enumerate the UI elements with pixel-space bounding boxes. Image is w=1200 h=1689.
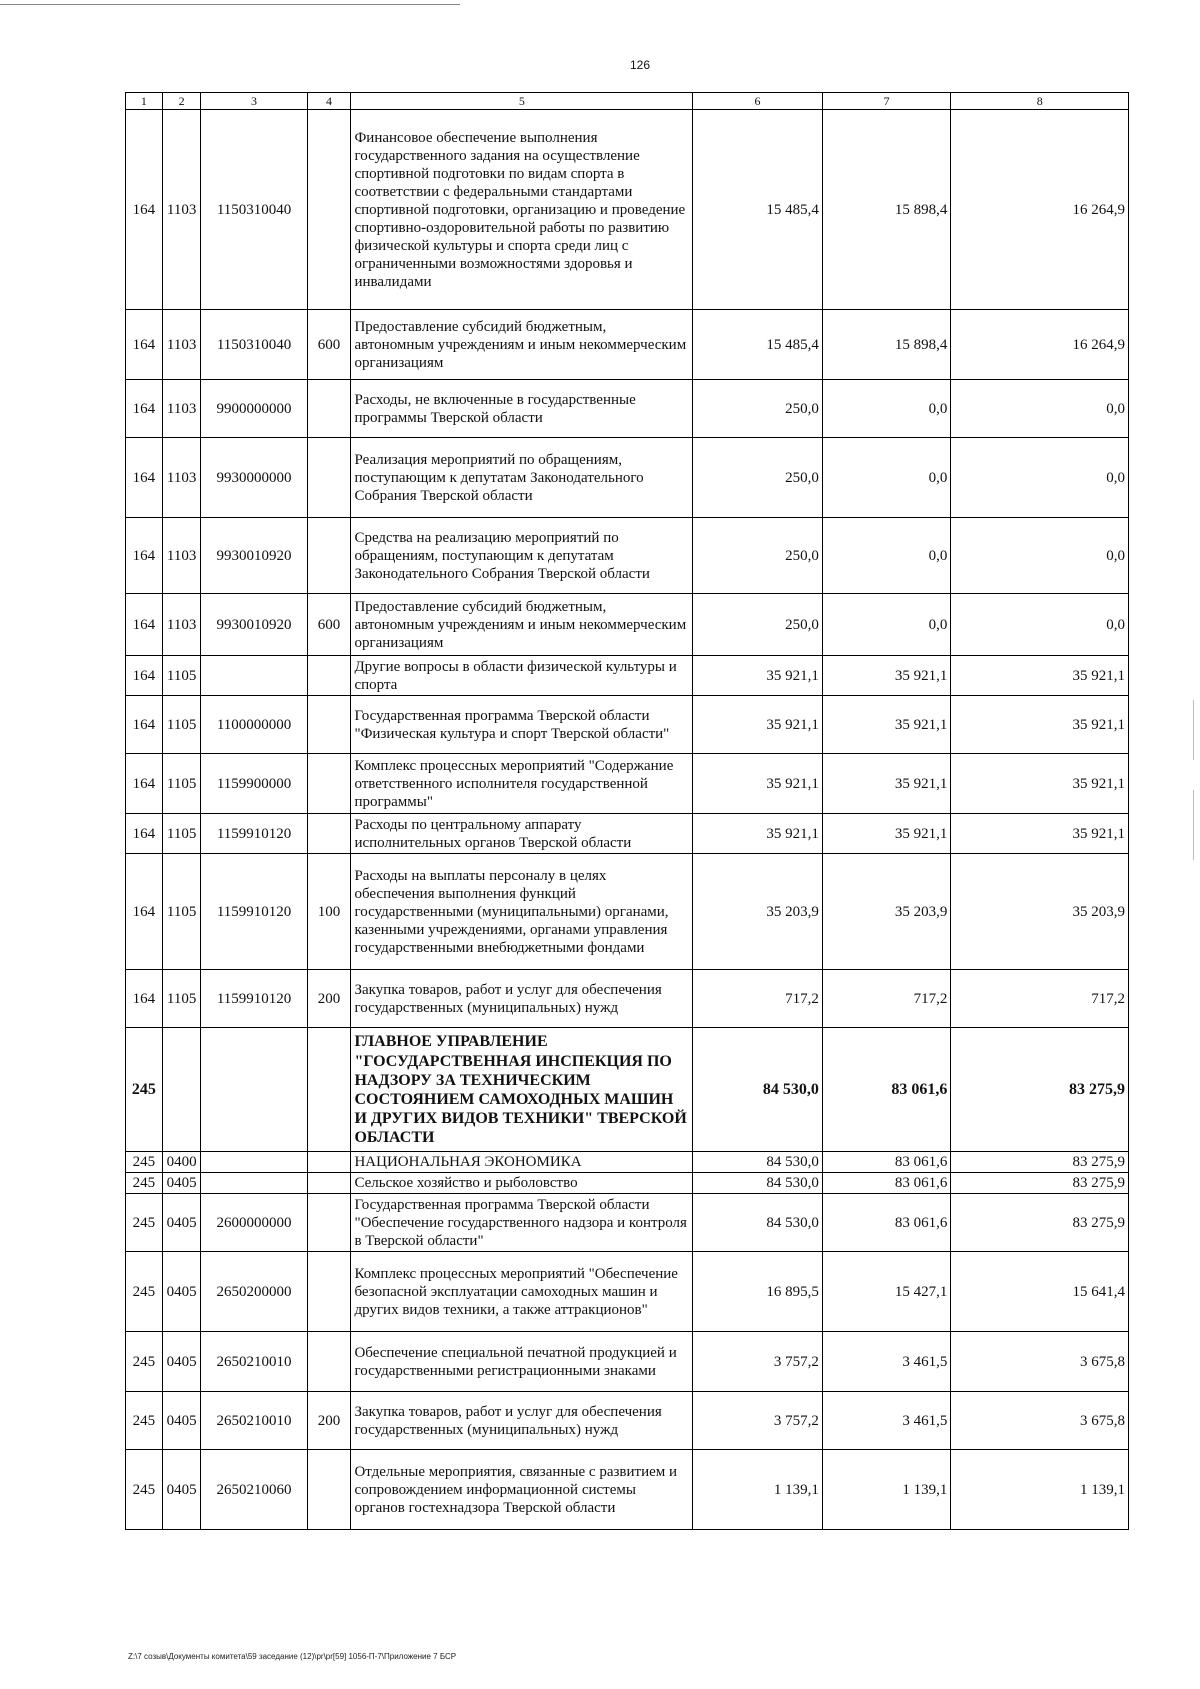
cell-amount-year1: 15 485,4 bbox=[693, 310, 823, 380]
cell-amount-year3: 35 203,9 bbox=[951, 854, 1129, 970]
cell-ministry-code: 164 bbox=[126, 854, 163, 970]
cell-description: Комплекс процессных мероприятий "Обеспечение безопасной эксплуатации самоходных машин и других видов техники, а также аттракционов" bbox=[351, 1252, 693, 1332]
cell-section-code: 0405 bbox=[162, 1252, 201, 1332]
cell-description: Расходы по центральному аппарату исполнительных органов Тверской области bbox=[351, 814, 693, 854]
cell-description: Сельское хозяйство и рыболовство bbox=[351, 1173, 693, 1194]
cell-expense-type bbox=[307, 110, 351, 310]
column-header: 6 bbox=[693, 93, 823, 110]
table-row bbox=[126, 754, 1129, 814]
column-header: 7 bbox=[822, 93, 951, 110]
cell-target-article: 2600000000 bbox=[201, 1194, 307, 1252]
cell-section-code: 1103 bbox=[162, 310, 201, 380]
cell-amount-year3: 3 675,8 bbox=[951, 1392, 1129, 1450]
cell-ministry-code: 164 bbox=[126, 754, 163, 814]
cell-amount-year1: 250,0 bbox=[693, 438, 823, 518]
cell-target-article: 2650210060 bbox=[201, 1450, 307, 1530]
column-number-row bbox=[126, 93, 1129, 110]
cell-section-code: 1105 bbox=[162, 814, 201, 854]
cell-amount-year3: 717,2 bbox=[951, 970, 1129, 1028]
cell-amount-year3: 16 264,9 bbox=[951, 110, 1129, 310]
cell-section-code: 0405 bbox=[162, 1332, 201, 1392]
cell-amount-year1: 84 530,0 bbox=[693, 1194, 823, 1252]
cell-ministry-code: 164 bbox=[126, 380, 163, 438]
cell-description: Расходы на выплаты персоналу в целях обеспечения выполнения функций государственными (муниципальными) органами, казенными учреждениями, органами управления государственными внебюджетными фондами bbox=[351, 854, 693, 970]
table-row bbox=[126, 696, 1129, 754]
cell-amount-year2: 35 921,1 bbox=[822, 754, 951, 814]
cell-section-code: 1103 bbox=[162, 110, 201, 310]
cell-amount-year1: 250,0 bbox=[693, 594, 823, 656]
cell-amount-year3: 35 921,1 bbox=[951, 656, 1129, 696]
cell-expense-type bbox=[307, 656, 351, 696]
cell-target-article: 1159900000 bbox=[201, 754, 307, 814]
cell-amount-year2: 15 427,1 bbox=[822, 1252, 951, 1332]
cell-section-code: 1103 bbox=[162, 518, 201, 594]
table-row bbox=[126, 438, 1129, 518]
cell-ministry-code: 245 bbox=[126, 1332, 163, 1392]
cell-description: Финансовое обеспечение выполнения государственного задания на осуществление спортивной подготовки по видам спорта в соответствии с федеральными стандартами спортивной подготовки, организацию и проведение спортивно-оздоровительной работы по развитию физической культуры и спорта среди лиц с ограниченными возможностями здоровья и инвалидами bbox=[351, 110, 693, 310]
cell-amount-year3: 3 675,8 bbox=[951, 1332, 1129, 1392]
cell-ministry-code: 164 bbox=[126, 696, 163, 754]
cell-section-code: 1105 bbox=[162, 970, 201, 1028]
cell-section-code: 1105 bbox=[162, 754, 201, 814]
cell-amount-year3: 1 139,1 bbox=[951, 1450, 1129, 1530]
cell-target-article: 1100000000 bbox=[201, 696, 307, 754]
cell-amount-year1: 16 895,5 bbox=[693, 1252, 823, 1332]
column-header: 3 bbox=[201, 93, 307, 110]
cell-expense-type bbox=[307, 696, 351, 754]
cell-target-article: 9930000000 bbox=[201, 438, 307, 518]
cell-section-code: 1105 bbox=[162, 656, 201, 696]
cell-target-article: 1150310040 bbox=[201, 110, 307, 310]
cell-amount-year1: 35 921,1 bbox=[693, 656, 823, 696]
column-header: 2 bbox=[162, 93, 201, 110]
scan-margin-mark bbox=[1193, 790, 1194, 860]
budget-table bbox=[125, 92, 1129, 1530]
cell-section-code: 1105 bbox=[162, 696, 201, 754]
cell-section-code: 1103 bbox=[162, 438, 201, 518]
cell-amount-year2: 83 061,6 bbox=[822, 1194, 951, 1252]
cell-amount-year2: 35 921,1 bbox=[822, 696, 951, 754]
cell-amount-year1: 35 921,1 bbox=[693, 696, 823, 754]
table-row bbox=[126, 380, 1129, 438]
cell-expense-type: 200 bbox=[307, 970, 351, 1028]
cell-description: НАЦИОНАЛЬНАЯ ЭКОНОМИКА bbox=[351, 1152, 693, 1173]
table-row bbox=[126, 854, 1129, 970]
cell-description: Реализация мероприятий по обращениям, поступающим к депутатам Законодательного Собрания Тверской области bbox=[351, 438, 693, 518]
cell-expense-type bbox=[307, 814, 351, 854]
cell-expense-type bbox=[307, 1252, 351, 1332]
cell-amount-year1: 15 485,4 bbox=[693, 110, 823, 310]
table-row bbox=[126, 656, 1129, 696]
cell-ministry-code: 245 bbox=[126, 1152, 163, 1173]
cell-amount-year2: 3 461,5 bbox=[822, 1392, 951, 1450]
cell-description: Государственная программа Тверской области "Физическая культура и спорт Тверской области" bbox=[351, 696, 693, 754]
table-row bbox=[126, 814, 1129, 854]
cell-amount-year2: 15 898,4 bbox=[822, 110, 951, 310]
cell-amount-year1: 35 921,1 bbox=[693, 814, 823, 854]
cell-expense-type: 600 bbox=[307, 310, 351, 380]
column-header: 8 bbox=[951, 93, 1129, 110]
cell-ministry-code: 245 bbox=[126, 1252, 163, 1332]
table-row bbox=[126, 1392, 1129, 1450]
table-row bbox=[126, 1450, 1129, 1530]
cell-target-article: 9930010920 bbox=[201, 518, 307, 594]
cell-amount-year3: 83 275,9 bbox=[951, 1194, 1129, 1252]
top-rule bbox=[0, 4, 460, 5]
cell-amount-year3: 15 641,4 bbox=[951, 1252, 1129, 1332]
cell-amount-year1: 3 757,2 bbox=[693, 1332, 823, 1392]
cell-expense-type bbox=[307, 380, 351, 438]
cell-description: ГЛАВНОЕ УПРАВЛЕНИЕ "ГОСУДАРСТВЕННАЯ ИНСПЕКЦИЯ ПО НАДЗОРУ ЗА ТЕХНИЧЕСКИМ СОСТОЯНИЕМ САМОХОДНЫХ МАШИН И ДРУГИХ ВИДОВ ТЕХНИКИ" ТВЕРСКОЙ ОБЛАСТИ bbox=[351, 1028, 693, 1152]
cell-amount-year3: 83 275,9 bbox=[951, 1173, 1129, 1194]
cell-amount-year2: 83 061,6 bbox=[822, 1028, 951, 1152]
column-header: 5 bbox=[351, 93, 693, 110]
cell-target-article: 1159910120 bbox=[201, 970, 307, 1028]
cell-description: Расходы, не включенные в государственные программы Тверской области bbox=[351, 380, 693, 438]
cell-description: Государственная программа Тверской области "Обеспечение государственного надзора и контроля в Тверской области" bbox=[351, 1194, 693, 1252]
cell-target-article: 2650200000 bbox=[201, 1252, 307, 1332]
cell-description: Предоставление субсидий бюджетным, автономным учреждениям и иным некоммерческим организациям bbox=[351, 594, 693, 656]
cell-amount-year2: 35 203,9 bbox=[822, 854, 951, 970]
cell-section-code bbox=[162, 1028, 201, 1152]
cell-amount-year2: 717,2 bbox=[822, 970, 951, 1028]
cell-amount-year2: 0,0 bbox=[822, 438, 951, 518]
cell-ministry-code: 164 bbox=[126, 110, 163, 310]
cell-amount-year1: 1 139,1 bbox=[693, 1450, 823, 1530]
cell-expense-type: 200 bbox=[307, 1392, 351, 1450]
table-row bbox=[126, 1194, 1129, 1252]
column-header: 1 bbox=[126, 93, 163, 110]
cell-amount-year1: 250,0 bbox=[693, 380, 823, 438]
cell-ministry-code: 164 bbox=[126, 594, 163, 656]
cell-target-article: 1159910120 bbox=[201, 814, 307, 854]
cell-description: Средства на реализацию мероприятий по обращениям, поступающим к депутатам Законодательного Собрания Тверской области bbox=[351, 518, 693, 594]
cell-ministry-code: 245 bbox=[126, 1450, 163, 1530]
cell-ministry-code: 245 bbox=[126, 1173, 163, 1194]
cell-amount-year1: 84 530,0 bbox=[693, 1028, 823, 1152]
cell-expense-type bbox=[307, 1028, 351, 1152]
cell-description: Закупка товаров, работ и услуг для обеспечения государственных (муниципальных) нужд bbox=[351, 1392, 693, 1450]
cell-ministry-code: 245 bbox=[126, 1392, 163, 1450]
cell-amount-year3: 83 275,9 bbox=[951, 1028, 1129, 1152]
cell-amount-year2: 0,0 bbox=[822, 594, 951, 656]
file-path-footer: Z:\7 созыв\Документы комитета\59 заседание (12)\pr\pr[59] 1056-П-7\Приложение 7 БСР bbox=[128, 1652, 457, 1661]
cell-expense-type bbox=[307, 1450, 351, 1530]
cell-ministry-code: 164 bbox=[126, 438, 163, 518]
cell-ministry-code: 164 bbox=[126, 970, 163, 1028]
table-body bbox=[126, 110, 1129, 1530]
cell-amount-year3: 0,0 bbox=[951, 594, 1129, 656]
table-row bbox=[126, 1028, 1129, 1152]
cell-target-article: 9900000000 bbox=[201, 380, 307, 438]
cell-amount-year1: 84 530,0 bbox=[693, 1173, 823, 1194]
table-row bbox=[126, 1252, 1129, 1332]
cell-ministry-code: 164 bbox=[126, 310, 163, 380]
cell-amount-year1: 35 203,9 bbox=[693, 854, 823, 970]
page-number: 126 bbox=[629, 58, 651, 72]
cell-amount-year2: 0,0 bbox=[822, 380, 951, 438]
table-row bbox=[126, 594, 1129, 656]
cell-expense-type bbox=[307, 1332, 351, 1392]
cell-amount-year2: 35 921,1 bbox=[822, 814, 951, 854]
cell-ministry-code: 245 bbox=[126, 1028, 163, 1152]
cell-target-article: 1159910120 bbox=[201, 854, 307, 970]
cell-expense-type bbox=[307, 754, 351, 814]
cell-description: Отдельные мероприятия, связанные с развитием и сопровождением информационной системы органов гостехнадзора Тверской области bbox=[351, 1450, 693, 1530]
cell-amount-year1: 250,0 bbox=[693, 518, 823, 594]
cell-amount-year1: 3 757,2 bbox=[693, 1392, 823, 1450]
table-row bbox=[126, 110, 1129, 310]
cell-target-article bbox=[201, 1028, 307, 1152]
cell-section-code: 0405 bbox=[162, 1173, 201, 1194]
table-row bbox=[126, 1152, 1129, 1173]
cell-target-article bbox=[201, 1173, 307, 1194]
cell-amount-year2: 35 921,1 bbox=[822, 656, 951, 696]
cell-amount-year3: 83 275,9 bbox=[951, 1152, 1129, 1173]
cell-target-article bbox=[201, 656, 307, 696]
cell-target-article bbox=[201, 1152, 307, 1173]
cell-section-code: 1105 bbox=[162, 854, 201, 970]
cell-expense-type bbox=[307, 1152, 351, 1173]
cell-amount-year2: 0,0 bbox=[822, 518, 951, 594]
cell-target-article: 2650210010 bbox=[201, 1332, 307, 1392]
cell-ministry-code: 164 bbox=[126, 518, 163, 594]
cell-ministry-code: 245 bbox=[126, 1194, 163, 1252]
scan-margin-mark bbox=[1193, 700, 1194, 760]
cell-expense-type bbox=[307, 518, 351, 594]
cell-description: Предоставление субсидий бюджетным, автономным учреждениям и иным некоммерческим организациям bbox=[351, 310, 693, 380]
cell-target-article: 9930010920 bbox=[201, 594, 307, 656]
cell-amount-year3: 0,0 bbox=[951, 380, 1129, 438]
cell-amount-year2: 83 061,6 bbox=[822, 1152, 951, 1173]
cell-amount-year3: 35 921,1 bbox=[951, 696, 1129, 754]
table-row bbox=[126, 1173, 1129, 1194]
cell-description: Другие вопросы в области физической культуры и спорта bbox=[351, 656, 693, 696]
cell-expense-type bbox=[307, 1173, 351, 1194]
cell-description: Обеспечение специальной печатной продукцией и государственными регистрационными знаками bbox=[351, 1332, 693, 1392]
cell-ministry-code: 164 bbox=[126, 656, 163, 696]
cell-section-code: 0405 bbox=[162, 1392, 201, 1450]
cell-ministry-code: 164 bbox=[126, 814, 163, 854]
cell-expense-type bbox=[307, 438, 351, 518]
cell-section-code: 0405 bbox=[162, 1450, 201, 1530]
table-row bbox=[126, 518, 1129, 594]
cell-description: Закупка товаров, работ и услуг для обеспечения государственных (муниципальных) нужд bbox=[351, 970, 693, 1028]
cell-amount-year3: 16 264,9 bbox=[951, 310, 1129, 380]
cell-amount-year2: 15 898,4 bbox=[822, 310, 951, 380]
table-row bbox=[126, 1332, 1129, 1392]
cell-amount-year2: 3 461,5 bbox=[822, 1332, 951, 1392]
cell-expense-type: 100 bbox=[307, 854, 351, 970]
cell-amount-year1: 717,2 bbox=[693, 970, 823, 1028]
table-row bbox=[126, 970, 1129, 1028]
cell-expense-type bbox=[307, 1194, 351, 1252]
cell-section-code: 1103 bbox=[162, 594, 201, 656]
table-row bbox=[126, 310, 1129, 380]
cell-amount-year1: 35 921,1 bbox=[693, 754, 823, 814]
cell-amount-year3: 0,0 bbox=[951, 518, 1129, 594]
column-header: 4 bbox=[307, 93, 351, 110]
cell-target-article: 1150310040 bbox=[201, 310, 307, 380]
cell-amount-year3: 0,0 bbox=[951, 438, 1129, 518]
cell-description: Комплекс процессных мероприятий "Содержание ответственного исполнителя государственной программы" bbox=[351, 754, 693, 814]
cell-amount-year3: 35 921,1 bbox=[951, 754, 1129, 814]
cell-expense-type: 600 bbox=[307, 594, 351, 656]
cell-amount-year1: 84 530,0 bbox=[693, 1152, 823, 1173]
cell-amount-year2: 1 139,1 bbox=[822, 1450, 951, 1530]
cell-section-code: 1103 bbox=[162, 380, 201, 438]
cell-amount-year2: 83 061,6 bbox=[822, 1173, 951, 1194]
cell-target-article: 2650210010 bbox=[201, 1392, 307, 1450]
cell-section-code: 0400 bbox=[162, 1152, 201, 1173]
cell-section-code: 0405 bbox=[162, 1194, 201, 1252]
cell-amount-year3: 35 921,1 bbox=[951, 814, 1129, 854]
